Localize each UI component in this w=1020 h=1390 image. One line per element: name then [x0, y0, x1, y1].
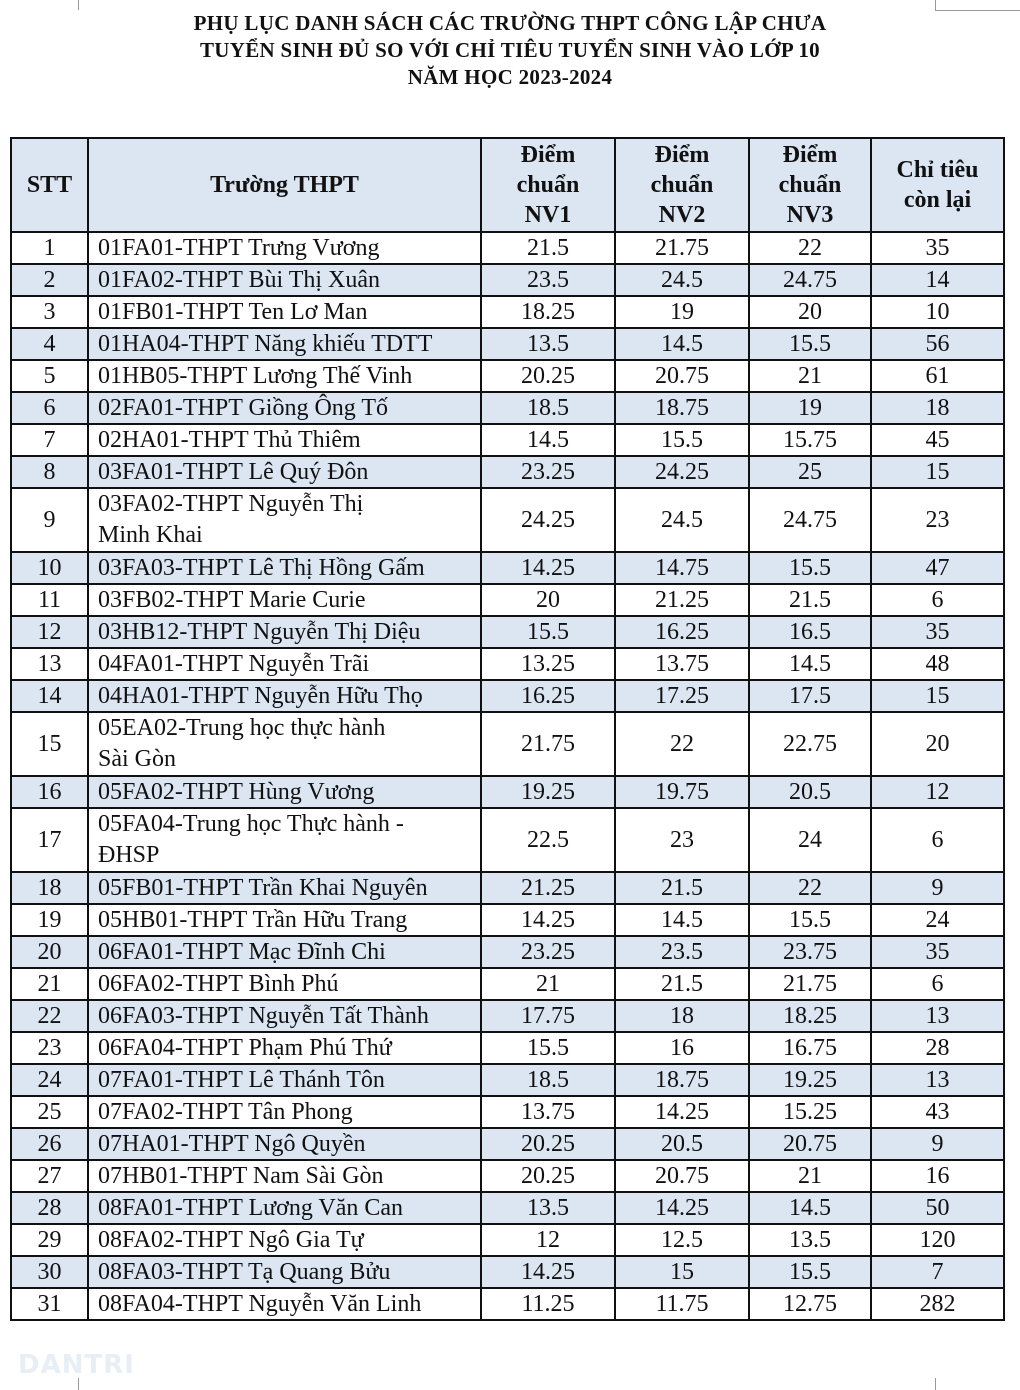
cell-school: 05FA04-Trung học Thực hành - ĐHSP [88, 808, 481, 872]
cell-quota: 10 [871, 296, 1004, 328]
cell-nv3: 21 [749, 360, 871, 392]
header-nv2-line1: Điểm [654, 142, 710, 168]
cell-nv2: 22 [615, 712, 749, 776]
cell-school: 04HA01-THPT Nguyễn Hữu Thọ [88, 680, 481, 712]
cell-nv3: 22 [749, 232, 871, 264]
cell-stt: 19 [11, 904, 88, 936]
cell-school: 03HB12-THPT Nguyễn Thị Diệu [88, 616, 481, 648]
cell-nv3: 15.5 [749, 904, 871, 936]
cell-school: 04FA01-THPT Nguyễn Trãi [88, 648, 481, 680]
cell-school: 01HB05-THPT Lương Thế Vinh [88, 360, 481, 392]
cell-stt: 17 [11, 808, 88, 872]
cell-nv2: 15.5 [615, 424, 749, 456]
cell-nv3: 15.5 [749, 328, 871, 360]
cell-nv1: 13.5 [481, 328, 615, 360]
crop-mark-top-right [935, 0, 936, 10]
cell-nv1: 21.75 [481, 712, 615, 776]
cell-nv2: 20.5 [615, 1128, 749, 1160]
cell-nv3: 20.75 [749, 1128, 871, 1160]
table-row [11, 1032, 1004, 1064]
cell-nv2: 18.75 [615, 1064, 749, 1096]
cell-nv3: 19.25 [749, 1064, 871, 1096]
cell-quota: 50 [871, 1192, 1004, 1224]
cell-nv2: 16.25 [615, 616, 749, 648]
table-row [11, 1096, 1004, 1128]
table-row [11, 872, 1004, 904]
table-row [11, 552, 1004, 584]
table-row [11, 488, 1004, 552]
cell-stt: 22 [11, 1000, 88, 1032]
cell-nv2: 18.75 [615, 392, 749, 424]
cell-school: 02FA01-THPT Giồng Ông Tố [88, 392, 481, 424]
cell-nv3: 20 [749, 296, 871, 328]
school-table [10, 137, 1005, 1321]
cell-stt: 1 [11, 232, 88, 264]
cell-nv2: 14.5 [615, 904, 749, 936]
cell-school: 07FA01-THPT Lê Thánh Tôn [88, 1064, 481, 1096]
cell-nv2: 24.5 [615, 488, 749, 552]
cell-quota: 45 [871, 424, 1004, 456]
cell-nv2: 20.75 [615, 1160, 749, 1192]
cell-quota: 6 [871, 968, 1004, 1000]
table-row [11, 232, 1004, 264]
cell-quota: 282 [871, 1288, 1004, 1320]
header-quota [871, 138, 1004, 232]
cell-quota: 24 [871, 904, 1004, 936]
cell-nv2: 11.75 [615, 1288, 749, 1320]
cell-quota: 120 [871, 1224, 1004, 1256]
title-line-3: NĂM HỌC 2023-2024 [407, 65, 613, 89]
cell-school: 01FB01-THPT Ten Lơ Man [88, 296, 481, 328]
cell-nv2: 24.5 [615, 264, 749, 296]
table-row [11, 392, 1004, 424]
cell-stt: 23 [11, 1032, 88, 1064]
cell-nv3: 24 [749, 808, 871, 872]
cell-nv2: 12.5 [615, 1224, 749, 1256]
cell-nv2: 16 [615, 1032, 749, 1064]
cell-nv3: 21.5 [749, 584, 871, 616]
cell-nv2: 14.25 [615, 1096, 749, 1128]
cell-nv3: 20.5 [749, 776, 871, 808]
cell-nv1: 21 [481, 968, 615, 1000]
cell-nv3: 15.75 [749, 424, 871, 456]
cell-nv1: 23.25 [481, 936, 615, 968]
cell-nv1: 14.25 [481, 1256, 615, 1288]
header-nv3-line3: NV3 [786, 202, 834, 228]
table-row [11, 1256, 1004, 1288]
cell-stt: 3 [11, 296, 88, 328]
cell-nv1: 23.5 [481, 264, 615, 296]
cell-nv3: 23.75 [749, 936, 871, 968]
cell-nv2: 14.25 [615, 1192, 749, 1224]
cell-nv3: 15.25 [749, 1096, 871, 1128]
cell-nv2: 23 [615, 808, 749, 872]
cell-school: 06FA04-THPT Phạm Phú Thứ [88, 1032, 481, 1064]
cell-nv3: 13.5 [749, 1224, 871, 1256]
cell-school: 01FA02-THPT Bùi Thị Xuân [88, 264, 481, 296]
table-row [11, 680, 1004, 712]
cell-quota: 14 [871, 264, 1004, 296]
cell-nv1: 21.5 [481, 232, 615, 264]
table-row [11, 776, 1004, 808]
cell-quota: 43 [871, 1096, 1004, 1128]
cell-quota: 47 [871, 552, 1004, 584]
header-nv1-line1: Điểm [520, 142, 576, 168]
crop-mark-top-left [78, 0, 79, 10]
cell-nv3: 16.5 [749, 616, 871, 648]
cell-nv1: 13.25 [481, 648, 615, 680]
table-row [11, 264, 1004, 296]
cell-nv1: 21.25 [481, 872, 615, 904]
cell-school: 01FA01-THPT Trưng Vương [88, 232, 481, 264]
cell-quota: 18 [871, 392, 1004, 424]
header-nv1 [481, 138, 615, 232]
header-quota-line1: Chỉ tiêu [896, 157, 979, 183]
document-title [0, 10, 1020, 91]
cell-stt: 30 [11, 1256, 88, 1288]
cell-nv1: 20 [481, 584, 615, 616]
cell-nv1: 18.5 [481, 392, 615, 424]
cell-nv2: 20.75 [615, 360, 749, 392]
cell-nv1: 18.25 [481, 296, 615, 328]
cell-quota: 6 [871, 808, 1004, 872]
cell-school: 05FB01-THPT Trần Khai Nguyên [88, 872, 481, 904]
table-row [11, 1000, 1004, 1032]
cell-nv3: 14.5 [749, 648, 871, 680]
cell-stt: 26 [11, 1128, 88, 1160]
title-line-1: PHỤ LỤC DANH SÁCH CÁC TRƯỜNG THPT CÔNG LẬP CHƯA [193, 11, 827, 35]
cell-stt: 12 [11, 616, 88, 648]
cell-quota: 56 [871, 328, 1004, 360]
cell-school: 05EA02-Trung học thực hành Sài Gòn [88, 712, 481, 776]
cell-stt: 4 [11, 328, 88, 360]
cell-quota: 16 [871, 1160, 1004, 1192]
cell-nv2: 15 [615, 1256, 749, 1288]
cell-nv2: 21.5 [615, 968, 749, 1000]
cell-stt: 28 [11, 1192, 88, 1224]
cell-stt: 29 [11, 1224, 88, 1256]
cell-quota: 35 [871, 936, 1004, 968]
cell-nv2: 24.25 [615, 456, 749, 488]
cell-nv1: 14.25 [481, 904, 615, 936]
header-nv3-line1: Điểm [782, 142, 838, 168]
table-row [11, 360, 1004, 392]
table-row [11, 648, 1004, 680]
cell-nv2: 21.75 [615, 232, 749, 264]
cell-nv1: 17.75 [481, 1000, 615, 1032]
cell-quota: 35 [871, 232, 1004, 264]
cell-nv1: 24.25 [481, 488, 615, 552]
cell-nv1: 15.5 [481, 1032, 615, 1064]
cell-nv3: 21.75 [749, 968, 871, 1000]
table-row [11, 712, 1004, 776]
cell-nv3: 12.75 [749, 1288, 871, 1320]
table-row [11, 1224, 1004, 1256]
cell-nv1: 16.25 [481, 680, 615, 712]
cell-school: 03FA02-THPT Nguyễn Thị Minh Khai [88, 488, 481, 552]
cell-nv2: 19 [615, 296, 749, 328]
cell-nv2: 18 [615, 1000, 749, 1032]
watermark: DANTRI [18, 1350, 135, 1380]
cell-nv2: 23.5 [615, 936, 749, 968]
cell-nv1: 13.5 [481, 1192, 615, 1224]
cell-stt: 11 [11, 584, 88, 616]
cell-school: 03FA03-THPT Lê Thị Hồng Gấm [88, 552, 481, 584]
table-row [11, 936, 1004, 968]
header-stt: STT [11, 138, 88, 232]
cell-quota: 13 [871, 1000, 1004, 1032]
cell-quota: 9 [871, 872, 1004, 904]
table-row [11, 808, 1004, 872]
cell-stt: 14 [11, 680, 88, 712]
cell-nv3: 14.5 [749, 1192, 871, 1224]
cell-nv2: 21.5 [615, 872, 749, 904]
cell-nv3: 16.75 [749, 1032, 871, 1064]
cell-nv1: 18.5 [481, 1064, 615, 1096]
table-row [11, 1128, 1004, 1160]
table-row [11, 1192, 1004, 1224]
cell-nv3: 21 [749, 1160, 871, 1192]
cell-nv1: 14.25 [481, 552, 615, 584]
cell-nv1: 14.5 [481, 424, 615, 456]
cell-stt: 24 [11, 1064, 88, 1096]
cell-school: 08FA04-THPT Nguyễn Văn Linh [88, 1288, 481, 1320]
cell-nv3: 17.5 [749, 680, 871, 712]
cell-nv2: 19.75 [615, 776, 749, 808]
table-row [11, 296, 1004, 328]
cell-nv2: 13.75 [615, 648, 749, 680]
table-row [11, 584, 1004, 616]
cell-nv3: 22.75 [749, 712, 871, 776]
cell-school: 05HB01-THPT Trần Hữu Trang [88, 904, 481, 936]
cell-quota: 7 [871, 1256, 1004, 1288]
table-row [11, 328, 1004, 360]
cell-quota: 13 [871, 1064, 1004, 1096]
cell-stt: 8 [11, 456, 88, 488]
cell-quota: 28 [871, 1032, 1004, 1064]
cell-nv3: 18.25 [749, 1000, 871, 1032]
cell-stt: 31 [11, 1288, 88, 1320]
header-nv2-line2: chuẩn [650, 172, 714, 198]
cell-nv1: 20.25 [481, 1160, 615, 1192]
table-row [11, 904, 1004, 936]
cell-nv2: 17.25 [615, 680, 749, 712]
cell-nv1: 12 [481, 1224, 615, 1256]
table-row [11, 616, 1004, 648]
cell-stt: 9 [11, 488, 88, 552]
cell-school: 07FA02-THPT Tân Phong [88, 1096, 481, 1128]
cell-school: 05FA02-THPT Hùng Vương [88, 776, 481, 808]
cell-school: 06FA03-THPT Nguyễn Tất Thành [88, 1000, 481, 1032]
cell-school: 03FA01-THPT Lê Quý Đôn [88, 456, 481, 488]
cell-quota: 23 [871, 488, 1004, 552]
header-nv1-line2: chuẩn [516, 172, 580, 198]
cell-stt: 7 [11, 424, 88, 456]
cell-school: 07HB01-THPT Nam Sài Gòn [88, 1160, 481, 1192]
cell-stt: 2 [11, 264, 88, 296]
cell-nv1: 15.5 [481, 616, 615, 648]
cell-stt: 10 [11, 552, 88, 584]
cell-school: 08FA01-THPT Lương Văn Can [88, 1192, 481, 1224]
cell-quota: 15 [871, 456, 1004, 488]
cell-nv3: 22 [749, 872, 871, 904]
cell-nv3: 25 [749, 456, 871, 488]
cell-school: 03FB02-THPT Marie Curie [88, 584, 481, 616]
cell-stt: 16 [11, 776, 88, 808]
cell-school: 06FA02-THPT Bình Phú [88, 968, 481, 1000]
cell-nv2: 14.75 [615, 552, 749, 584]
cell-stt: 5 [11, 360, 88, 392]
cell-school: 06FA01-THPT Mạc Đĩnh Chi [88, 936, 481, 968]
table-row [11, 1064, 1004, 1096]
table-row [11, 968, 1004, 1000]
cell-nv1: 19.25 [481, 776, 615, 808]
cell-stt: 25 [11, 1096, 88, 1128]
cell-nv1: 11.25 [481, 1288, 615, 1320]
table-row [11, 456, 1004, 488]
title-line-2: TUYỂN SINH ĐỦ SO VỚI CHỈ TIÊU TUYỂN SINH VÀO LỚP 10 [200, 38, 820, 62]
cell-school: 08FA02-THPT Ngô Gia Tự [88, 1224, 481, 1256]
cell-nv2: 14.5 [615, 328, 749, 360]
header-nv2 [615, 138, 749, 232]
cell-nv3: 15.5 [749, 552, 871, 584]
crop-mark-bottom-right [935, 1378, 936, 1390]
cell-nv3: 19 [749, 392, 871, 424]
table-row [11, 424, 1004, 456]
cell-stt: 20 [11, 936, 88, 968]
cell-quota: 35 [871, 616, 1004, 648]
cell-school: 08FA03-THPT Tạ Quang Bửu [88, 1256, 481, 1288]
cell-quota: 20 [871, 712, 1004, 776]
header-nv1-line3: NV1 [524, 202, 572, 228]
cell-school: 07HA01-THPT Ngô Quyền [88, 1128, 481, 1160]
cell-stt: 6 [11, 392, 88, 424]
cell-quota: 48 [871, 648, 1004, 680]
cell-nv3: 24.75 [749, 264, 871, 296]
cell-nv1: 23.25 [481, 456, 615, 488]
header-quota-line2: còn lại [903, 187, 972, 213]
cell-quota: 9 [871, 1128, 1004, 1160]
cell-stt: 15 [11, 712, 88, 776]
cell-nv3: 15.5 [749, 1256, 871, 1288]
cell-quota: 61 [871, 360, 1004, 392]
cell-nv1: 20.25 [481, 360, 615, 392]
cell-stt: 27 [11, 1160, 88, 1192]
cell-quota: 6 [871, 584, 1004, 616]
cell-quota: 15 [871, 680, 1004, 712]
cell-quota: 12 [871, 776, 1004, 808]
cell-school: 02HA01-THPT Thủ Thiêm [88, 424, 481, 456]
cell-nv2: 21.25 [615, 584, 749, 616]
table-row [11, 1160, 1004, 1192]
cell-nv1: 20.25 [481, 1128, 615, 1160]
header-school: Trường THPT [88, 138, 481, 232]
cell-school: 01HA04-THPT Năng khiếu TDTT [88, 328, 481, 360]
cell-stt: 18 [11, 872, 88, 904]
header-nv2-line3: NV2 [658, 202, 706, 228]
table-header-row [11, 138, 1004, 232]
cell-nv1: 22.5 [481, 808, 615, 872]
cell-nv3: 24.75 [749, 488, 871, 552]
cell-stt: 13 [11, 648, 88, 680]
table-body [11, 232, 1004, 1320]
header-nv3-line2: chuẩn [778, 172, 842, 198]
cell-stt: 21 [11, 968, 88, 1000]
table-row [11, 1288, 1004, 1320]
header-nv3 [749, 138, 871, 232]
cell-nv1: 13.75 [481, 1096, 615, 1128]
